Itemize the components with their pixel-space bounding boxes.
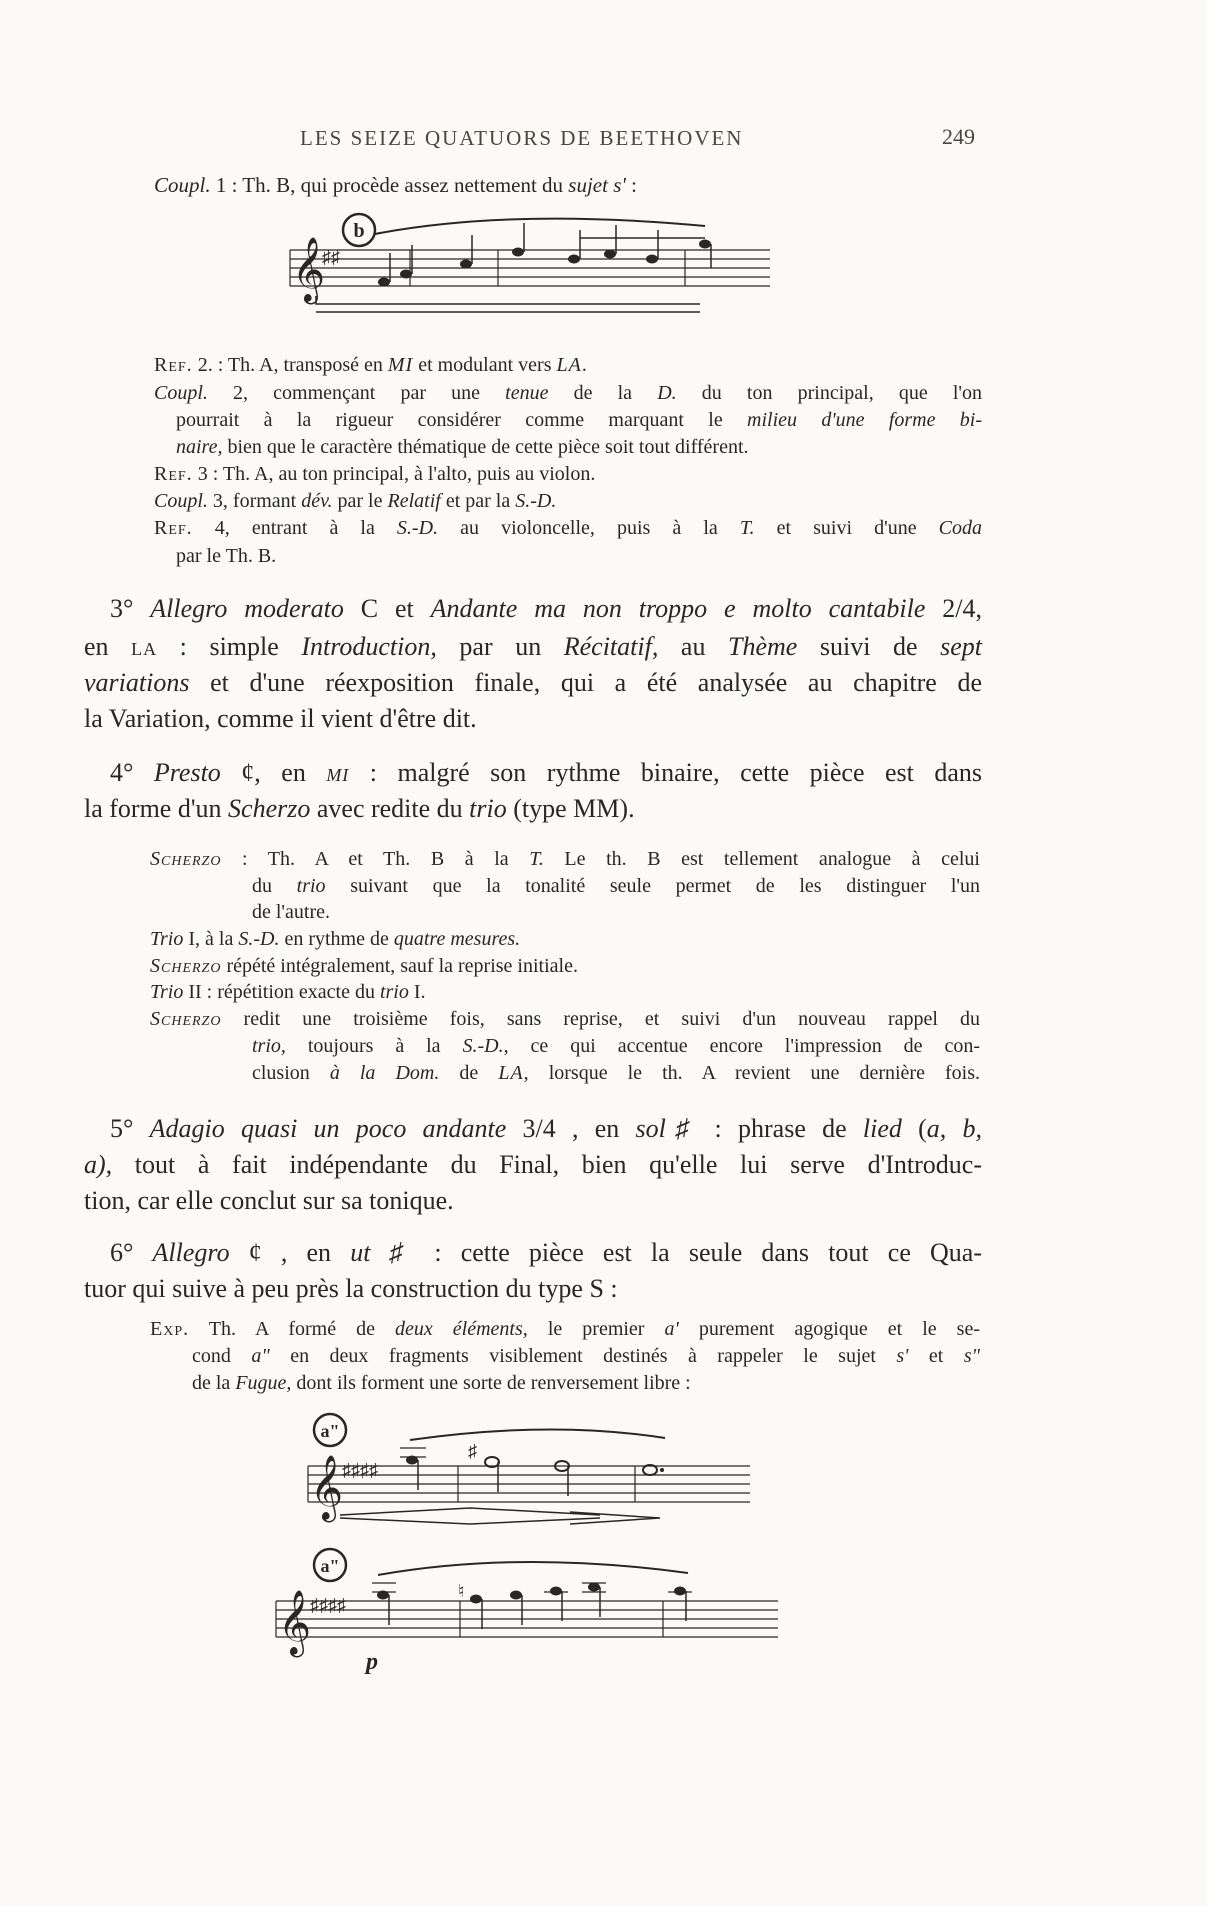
dynamic-piano: p (366, 1649, 378, 1675)
music-example-a2-second (268, 1545, 788, 1675)
trio2-line: Trio II : répétition exacte du trio I. (150, 981, 426, 1003)
svg-text:♯♯♯♯: ♯♯♯♯ (310, 1595, 346, 1615)
music-example-b (280, 208, 780, 328)
coupl3-line: Coupl. 3, formant dév. par le Relatif et par la S.-D. (154, 490, 557, 512)
exp-line-2: cond a" en deux fragments visiblement destinés à rappeler le sujet s' et s" (192, 1345, 980, 1367)
running-title: LES SEIZE QUATUORS DE BEETHOVEN (300, 126, 744, 150)
music-example-a2-first (300, 1410, 760, 1540)
para3-line-2: en la : simple Introduction, par un Récitatif, au Thème suivi de sept (84, 632, 982, 661)
coupl2-line-3: naire, bien que le caractère thématique de cette pièce soit tout différent. (176, 436, 749, 458)
scherzo1-line-3: de l'autre. (252, 901, 331, 923)
para3-line-4: la Variation, comme il vient d'être dit. (84, 704, 477, 733)
para5-line-1: 5° Adagio quasi un poco andante 3/4 , en sol♯ : phrase de lied (a, b, (110, 1114, 982, 1143)
exp-line-3: de la Fugue, dont ils forment une sorte de renversement libre : (192, 1372, 691, 1394)
para6-line-2: tuor qui suive à peu près la construction du type S : (84, 1274, 618, 1303)
example-a2-first-label: a" (320, 1421, 340, 1441)
exp-line-1: Exp. Th. A formé de deux éléments, le premier a' purement agogique et le se- (150, 1318, 980, 1340)
para5-line-3: tion, car elle conclut sur sa tonique. (84, 1186, 454, 1215)
scherzo3-line-3: clusion à la Dom. de LA, lorsque le th. A revient une dernière fois. (252, 1062, 981, 1084)
ref4-line-1: Ref. 4, entrant à la S.-D. au violoncelle, puis à la T. et suivi d'une Coda (154, 517, 982, 539)
scherzo1-line-1: Scherzo : Th. A et Th. B à la T. Le th. B est tellement analogue à celui (150, 848, 980, 870)
coupl2-line-1: Coupl. 2, commençant par une tenue de la D. du ton principal, que l'on (154, 382, 983, 404)
coupl1-line: Coupl. 1 : Th. B, qui procède assez nettement du sujet s' : (154, 173, 637, 197)
ref4-line-2: par le Th. B. (176, 545, 277, 567)
example-b-label: b (353, 220, 365, 242)
trio1-line: Trio I, à la S.-D. en rythme de quatre mesures. (150, 928, 521, 950)
para6-line-1: 6° Allegro ¢ , en ut ♯ : cette pièce est la seule dans tout ce Qua- (110, 1238, 982, 1267)
svg-text:♮: ♮ (458, 1581, 465, 1601)
para4-line-1: 4° Presto ¢, en mi : malgré son rythme binaire, cette pièce est dans (110, 758, 982, 787)
treble-clef-icon: 𝄞 (310, 1455, 344, 1520)
treble-clef-icon: 𝄞 (278, 1590, 312, 1655)
svg-text:♯♯: ♯♯ (322, 247, 340, 267)
scherzo2-line: Scherzo répété intégralement, sauf la reprise initiale. (150, 955, 578, 977)
treble-clef-icon: 𝄞 (292, 237, 326, 302)
page-number: 249 (942, 124, 975, 149)
para3-line-3: variations et d'une réexposition finale, qui a été analysée au chapitre de (84, 668, 982, 697)
svg-text:♯: ♯ (468, 1441, 477, 1461)
example-a2-second-label: a" (320, 1556, 340, 1576)
ref3-line: Ref. 3 : Th. A, au ton principal, à l'alto, puis au violon. (154, 463, 596, 485)
scherzo3-line-1: Scherzo redit une troisième fois, sans reprise, et suivi d'un nouveau rappel du (150, 1008, 980, 1030)
para5-line-2: a), tout à fait indépendante du Final, bien qu'elle lui serve d'Introduc- (84, 1150, 982, 1179)
ref2-line: Ref. 2. : Th. A, transposé en MI et modulant vers LA. (154, 354, 587, 376)
scherzo1-line-2: du trio suivant que la tonalité seule permet de les distinguer l'un (252, 875, 980, 897)
svg-text:♯♯♯♯: ♯♯♯♯ (342, 1460, 378, 1480)
scherzo3-line-2: trio, toujours à la S.-D., ce qui accentue encore l'impression de con- (252, 1035, 981, 1057)
para3-line-1: 3° Allegro moderato C et Andante ma non troppo e molto cantabile 2/4, (110, 594, 982, 623)
coupl2-line-2: pourrait à la rigueur considérer comme marquant le milieu d'une forme bi- (176, 409, 983, 431)
para4-line-2: la forme d'un Scherzo avec redite du trio (type MM). (84, 794, 635, 823)
